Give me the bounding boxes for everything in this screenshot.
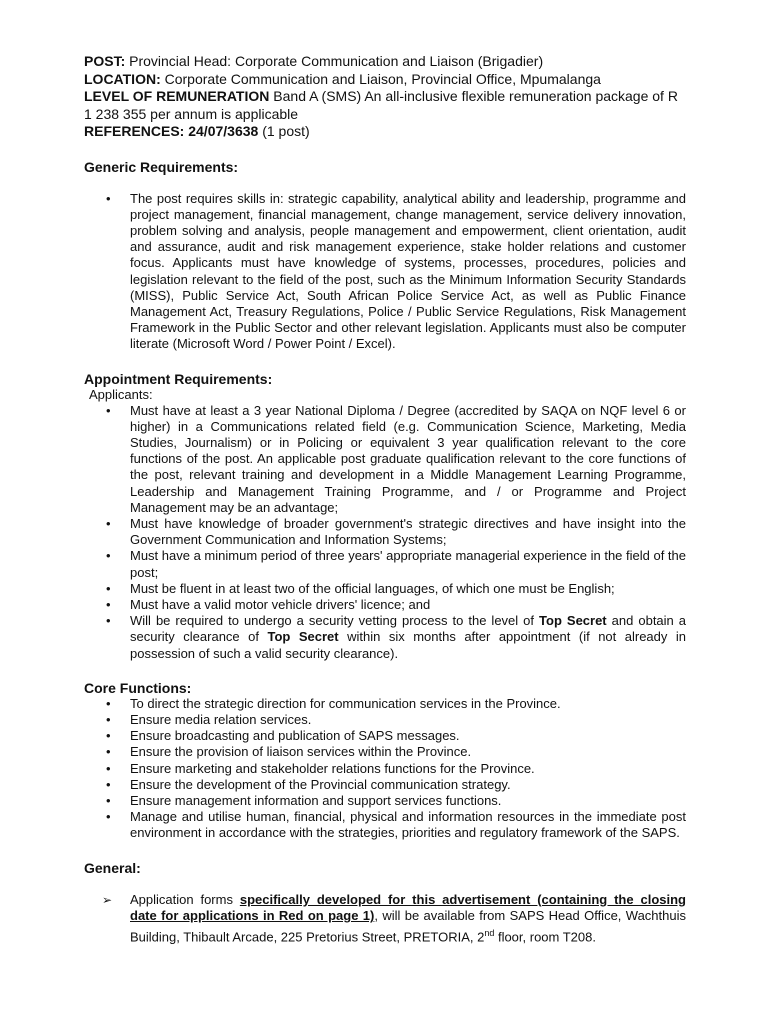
list-item: • Must have knowledge of broader government's strategic directives and have insight into the Government Communication and Information Systems; [84, 516, 686, 548]
list-item: • Ensure management information and support services functions. [84, 793, 686, 809]
closing-date-emphasis: specifically developed for this advertisement (containing the closing date for applications in Red on page 1) [130, 891, 686, 924]
list-item: • The post requires skills in: strategic capability, analytical ability and leadership, programme and project management, financial management, change management, service delivery innovation, problem solving and analysis, people management and empowerment, client orientation, audit and assurance, audit and risk management experience, stake holder relations and customer focus. Applicants must have knowledge of systems, processes, procedures, policies and legislation relevant to the field of the post, such as the Minimum Information Security Standards (MISS), Public Service Act, South African Police Service Act, as well as Public Finance Management Act, Treasury Regulations, Police / Public Service Regulations, Risk Management Framework in the Public Sector and other relevant legislation. Applicants must also be computer literate (Microsoft Word / Power Point / Excel). [84, 191, 686, 353]
applicants-label: Applicants: [89, 386, 153, 402]
general-heading: General: [84, 859, 141, 876]
list-item: • Must be fluent in at least two of the official languages, of which one must be English; [84, 581, 686, 597]
list-item: • Ensure the development of the Provincial communication strategy. [84, 777, 686, 793]
remuneration-value: Band A (SMS) An all-inclusive flexible remuneration package of R 1 238 355 per annum is applicable [84, 88, 678, 122]
references-line [84, 123, 686, 141]
list-item: • Ensure the provision of liaison services within the Province. [84, 744, 686, 760]
top-secret-emphasis: Top Secret [539, 613, 607, 629]
core-functions-heading: Core Functions: [84, 679, 192, 696]
list-item: • Ensure marketing and stakeholder relations functions for the Province. [84, 761, 686, 777]
remuneration-line [84, 88, 686, 123]
post-label: POST: [84, 53, 126, 69]
appointment-requirements-heading: Appointment Requirements: [84, 370, 273, 387]
list-item: • Must have a valid motor vehicle drivers' licence; and [84, 597, 686, 613]
post-header [84, 53, 686, 141]
list-item-application-forms: ➢ Application forms specifically developed for this advertisement (containing the closing date for applications in Red on page 1), will be available from SAPS Head Office, Wachthuis Building, Thibault Arcade, 225 Pretorius Street, PRETORIA, 2nd floor, room T208. [84, 892, 686, 946]
remuneration-label: LEVEL OF REMUNERATION [84, 88, 270, 104]
list-item: • Ensure media relation services. [84, 712, 686, 728]
document-page [84, 53, 686, 946]
generic-requirements-heading: Generic Requirements: [84, 158, 239, 175]
core-functions-list [84, 696, 686, 842]
list-item: • Must have at least a 3 year National Diploma / Degree (accredited by SAQA on NQF level 6 or higher) in a Communications related field (e.g. Communication Science, Marketing, Media Studies, Journalism) or in Policing or equivalent 3 year qualification relevant to the core functions of the post. An applicable post graduate qualification relevant to the core functions of the post, relevant training and development in a Middle Management Learning Programme, Leadership and Management Training Programme, and / or Programme and Project Management may be an advantage; [84, 403, 686, 516]
list-item: • Must have a minimum period of three years' appropriate managerial experience in the field of the post; [84, 548, 686, 580]
location-line [84, 71, 686, 89]
list-item: • Manage and utilise human, financial, physical and information resources in the immediate post environment in accordance with the strategies, priorities and regulatory framework of the SAPS. [84, 809, 686, 841]
list-item-vetting: • Will be required to undergo a security vetting process to the level of Top Secret and obtain a security clearance of Top Secret within six months after appointment (if not already in possession of such a valid security clearance). [84, 613, 686, 662]
location-label: LOCATION: [84, 70, 161, 87]
top-secret-emphasis: Top Secret [267, 629, 339, 645]
post-value: Provincial Head: Corporate Communication and Liaison (Brigadier) [129, 53, 544, 69]
list-item: • Ensure broadcasting and publication of SAPS messages. [84, 728, 686, 744]
general-list [84, 892, 686, 946]
list-item: • To direct the strategic direction for communication services in the Province. [84, 696, 686, 712]
appointment-requirements-list [84, 403, 686, 662]
references-value: (1 post) [262, 123, 310, 139]
post-line [84, 53, 686, 71]
references-label: REFERENCES: 24/07/3638 [84, 123, 259, 139]
generic-requirements-list [84, 191, 686, 353]
location-value: Corporate Communication and Liaison, Provincial Office, Mpumalanga [164, 70, 601, 87]
